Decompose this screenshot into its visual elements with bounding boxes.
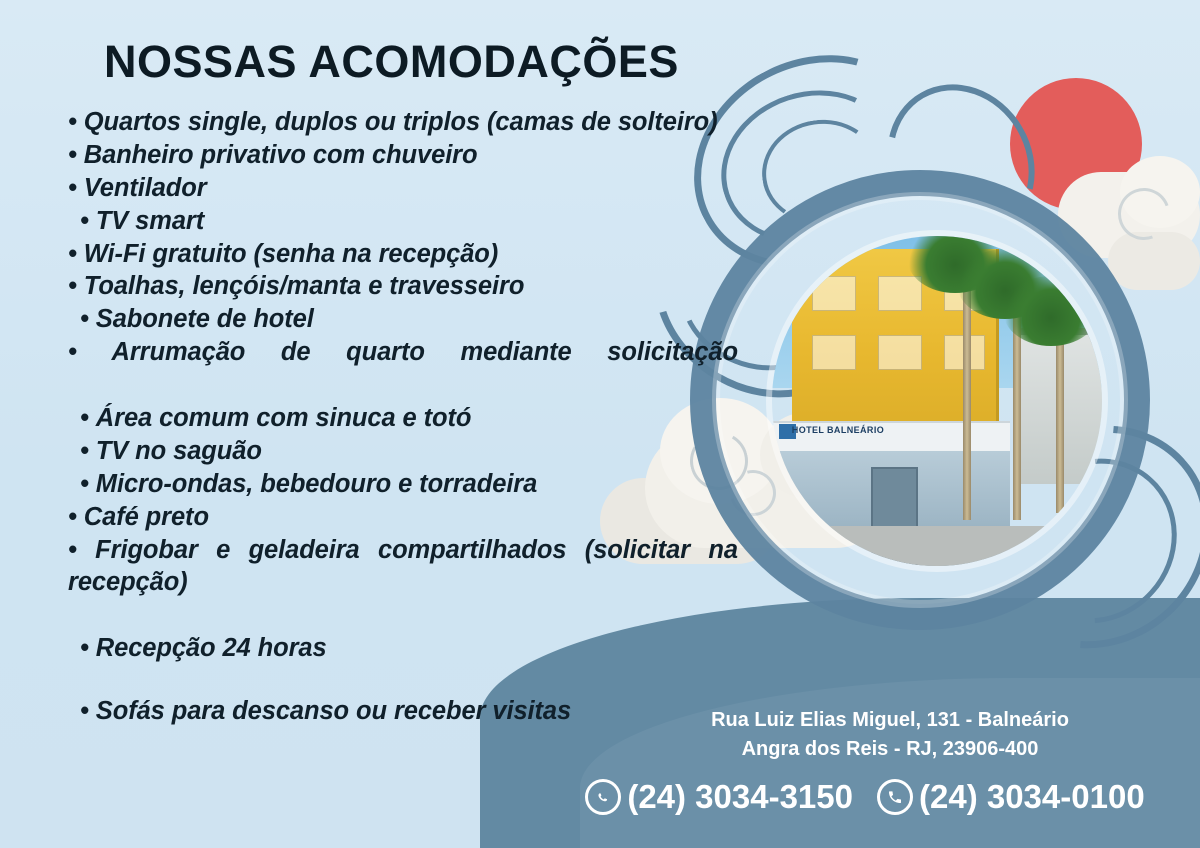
photo-hotel-sign-text: HOTEL BALNEÁRIO [791,424,885,435]
list-item: • Café preto [68,502,209,531]
photo-palm-leaves [1003,276,1099,346]
phone-contact[interactable] [877,778,1145,816]
list-item: • Área comum com sinuca e totó [80,404,472,433]
list-item: • Micro-ondas, bebedouro e torradeira [80,469,538,498]
list-item: • Quartos single, duplos ou triplos (camas de solteiro) [68,108,718,136]
list-item: • Ventilador [68,173,207,202]
list-item: • Banheiro privativo com chuveiro [68,140,478,169]
photo-window [812,276,857,311]
photo-street [772,526,1102,566]
list-item: • Recepção 24 horas [80,634,327,663]
hotel-photo [772,236,1102,566]
photo-window [878,276,923,311]
phone-icon [877,779,913,815]
phone-number: (24) 3034-0100 [919,778,1145,815]
list-item: • Frigobar e geladeira compartilhados (solicitar na recepção) [68,535,738,597]
whatsapp-icon [585,779,621,815]
list-item: • Sofás para descanso ou receber visitas [80,697,572,726]
list-item: • Sabonete de hotel [80,305,314,334]
list-item: • Arrumação de quarto mediante solicitação [68,338,738,367]
address-line-2: Angra dos Reis - RJ, 23906-400 [741,738,1039,760]
list-item: • TV smart [80,206,205,235]
cloud-right-3 [1108,232,1200,290]
list-item: • TV no saguão [80,436,262,465]
whatsapp-contact[interactable] [585,778,853,816]
page-title: NOSSAS ACOMODAÇÕES [104,36,679,87]
address-block [600,706,1180,764]
list-item: • Toalhas, lençóis/manta e travesseiro [68,272,525,301]
whatsapp-number: (24) 3034-3150 [627,778,853,815]
list-item: • Wi-Fi gratuito (senha na recepção) [68,239,499,268]
amenities-list [68,106,738,728]
phone-row [540,778,1190,816]
photo-window [812,335,857,370]
photo-window [878,335,923,370]
address-line-1: Rua Luiz Elias Miguel, 131 - Balneário [711,709,1069,731]
